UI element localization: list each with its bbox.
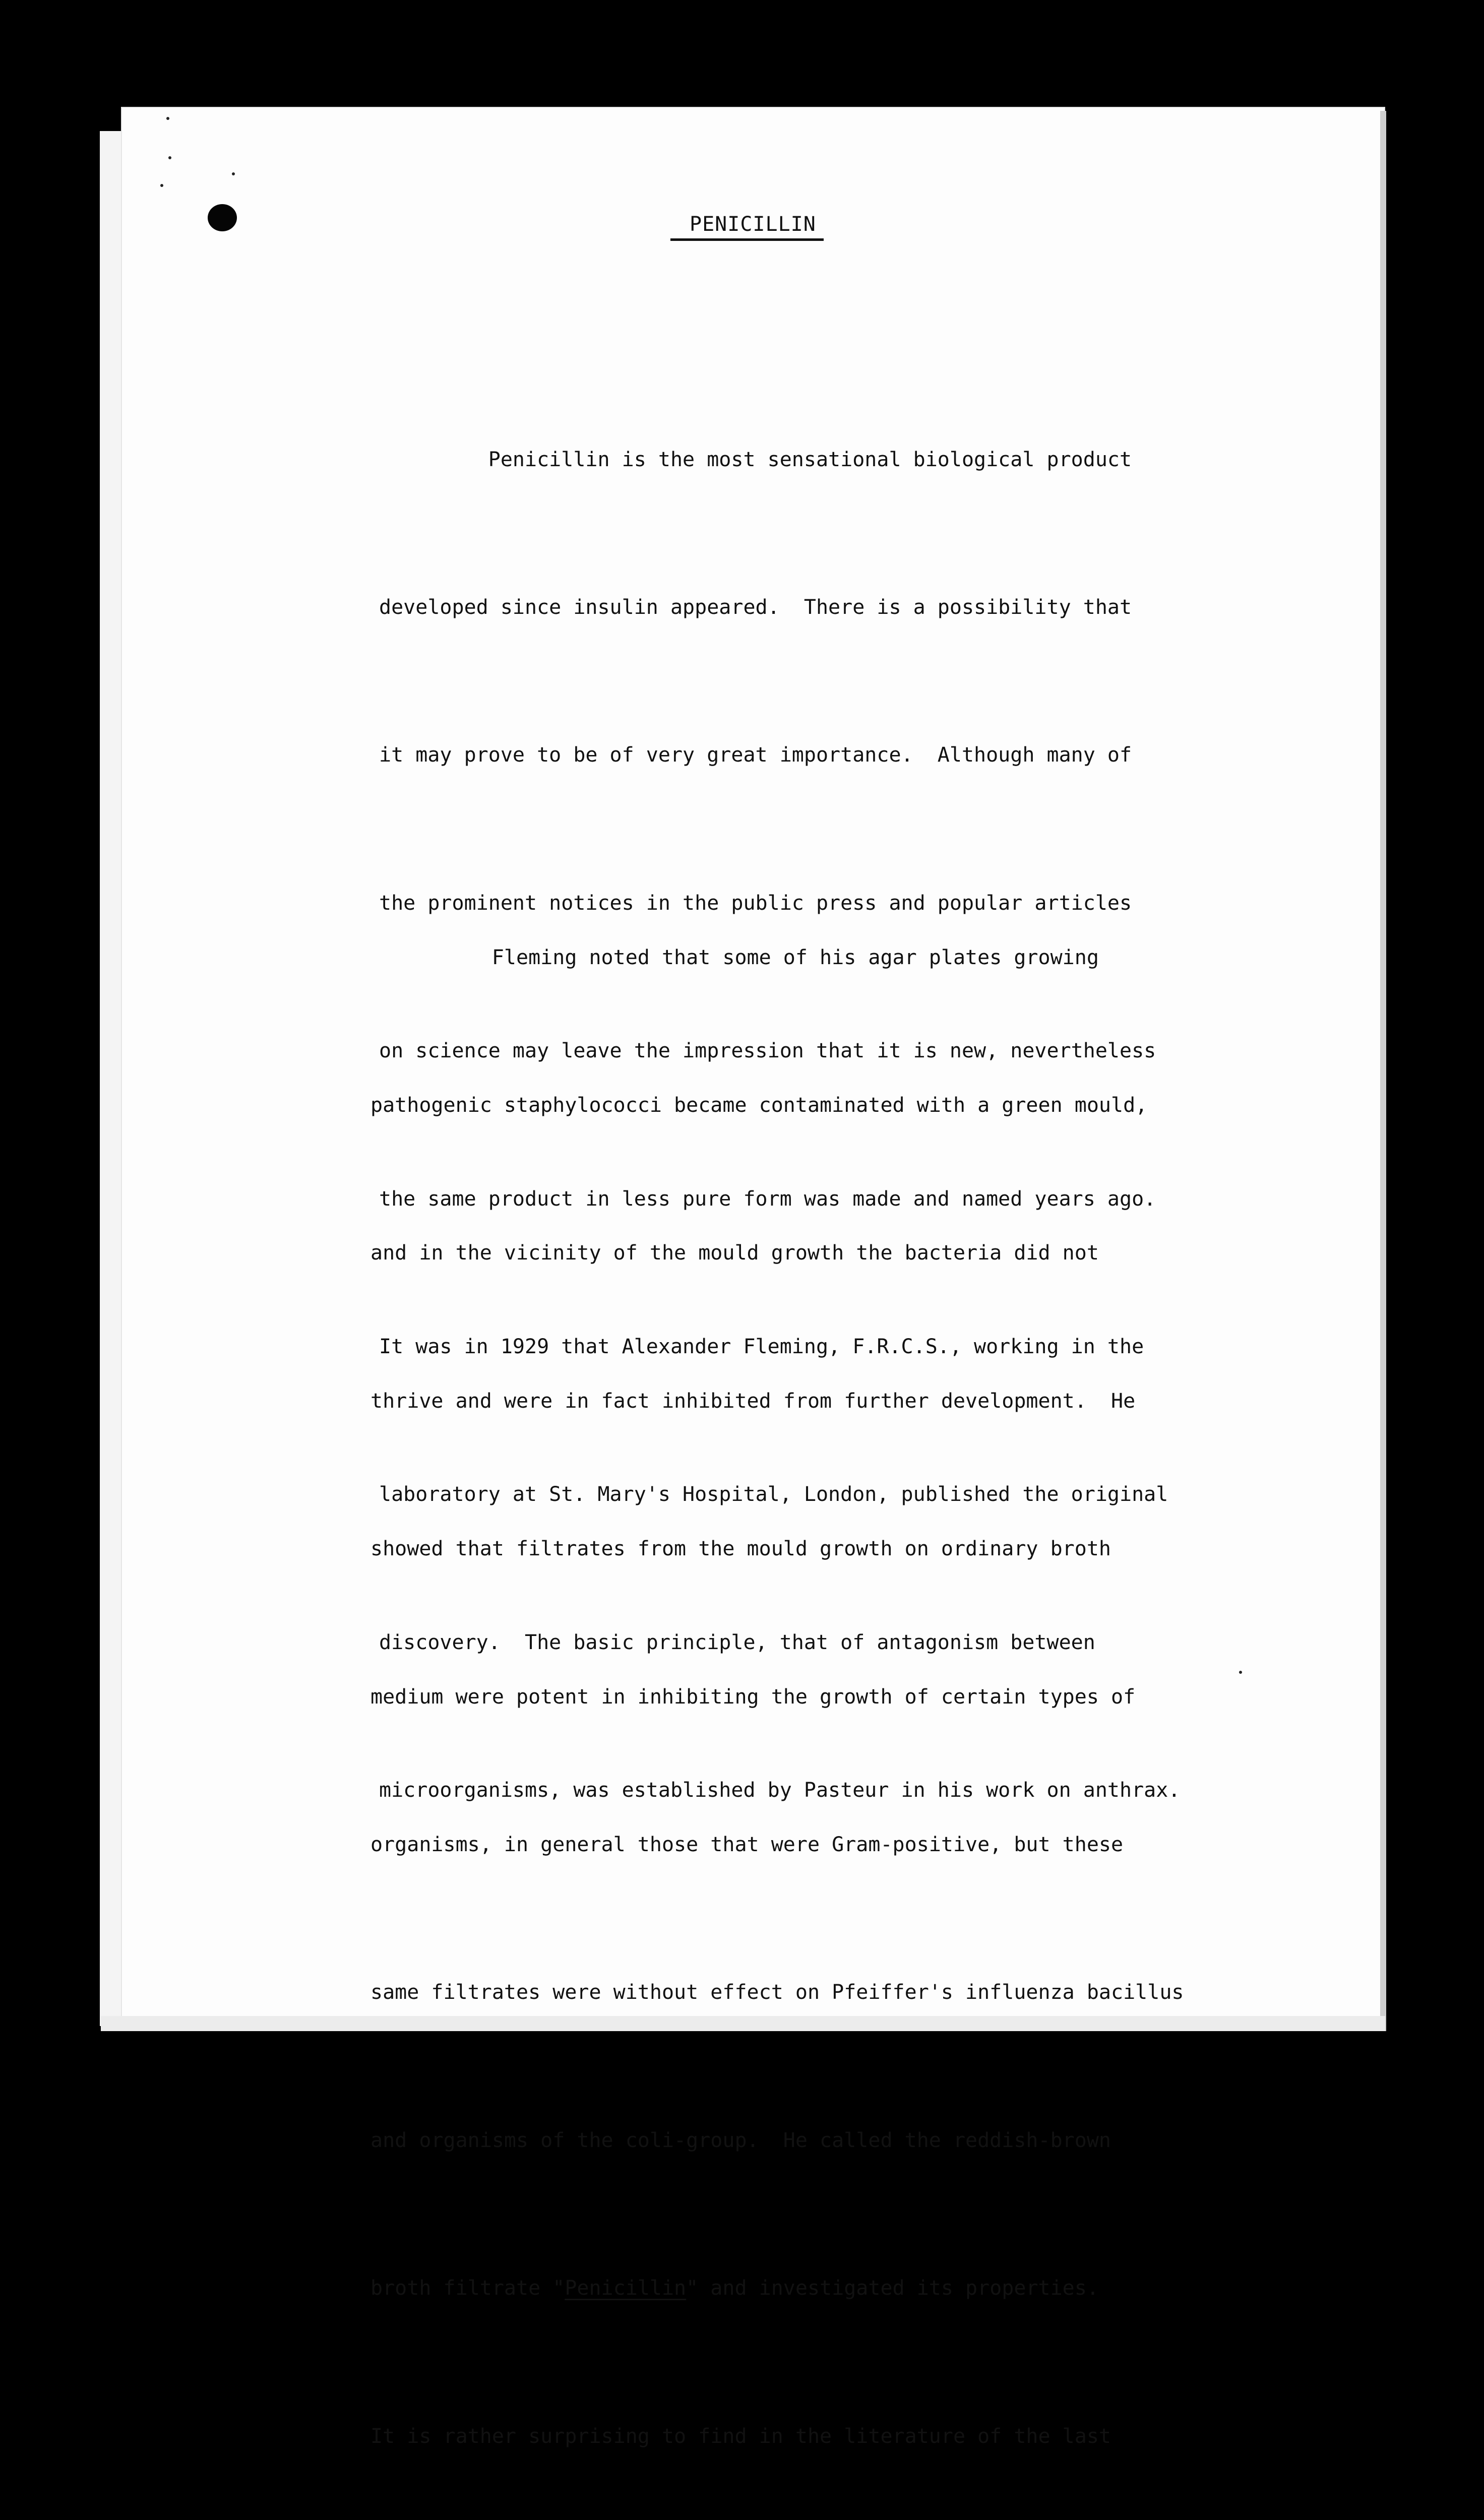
text-line: it may prove to be of very great importance. Although many of bbox=[379, 743, 1132, 767]
text-line: Penicillin is the most sensational biological product bbox=[379, 448, 1132, 471]
line-text-after: " and investigated its properties. bbox=[686, 2277, 1099, 2300]
text-line: pathogenic staphylococci became contaminated with a green mould, bbox=[370, 1093, 1148, 1117]
speck bbox=[166, 117, 169, 120]
text-line: developed since insulin appeared. There is a possibility that bbox=[379, 595, 1132, 619]
text-line: microorganisms, was established by Pasteur in his work on anthrax. bbox=[379, 1779, 1181, 1802]
text-line: the prominent notices in the public press and popular articles bbox=[379, 891, 1132, 915]
paragraph-2 bbox=[370, 835, 1184, 2520]
text-line: the same product in less pure form was made and named years ago. bbox=[379, 1187, 1156, 1211]
speck bbox=[168, 156, 171, 159]
page-edge-left bbox=[100, 131, 122, 2026]
text-line-penicillin bbox=[370, 2264, 1184, 2313]
document-title: PENICILLIN bbox=[690, 213, 816, 236]
text-line: It was in 1929 that Alexander Fleming, F.R.C.S., working in the bbox=[379, 1335, 1144, 1358]
speck bbox=[232, 172, 235, 175]
penicillin-underlined-word: Penicillin bbox=[565, 2277, 687, 2300]
text-line: Fleming noted that some of his agar plates growing bbox=[370, 946, 1099, 969]
text-line: on science may leave the impression that it is new, nevertheless bbox=[379, 1039, 1156, 1063]
speck bbox=[1239, 1671, 1242, 1674]
text-line: It is rather surprising to find in the literature of the last bbox=[370, 2424, 1111, 2448]
text-line: discovery. The basic principle, that of antagonism between bbox=[379, 1630, 1095, 1654]
line-text-before: broth filtrate " bbox=[370, 2277, 565, 2300]
text-line: medium were potent in inhibiting the growth of certain types of bbox=[370, 1685, 1136, 1709]
text-line: same filtrates were without effect on Pfeiffer's influenza bacillus bbox=[370, 1981, 1184, 2004]
text-line: laboratory at St. Mary's Hospital, London, published the original bbox=[379, 1483, 1168, 1506]
text-line: organisms, in general those that were Gram-positive, but these bbox=[370, 1833, 1124, 1856]
title-underline bbox=[670, 238, 824, 241]
text-line: and in the vicinity of the mould growth the bacteria did not bbox=[370, 1241, 1099, 1265]
text-line: thrive and were in fact inhibited from further development. He bbox=[370, 1389, 1136, 1413]
punch-hole bbox=[208, 204, 237, 231]
speck bbox=[160, 184, 163, 187]
text-line: showed that filtrates from the mould growth on ordinary broth bbox=[370, 1537, 1111, 1561]
page-edge-right bbox=[1380, 111, 1386, 2031]
text-line: and organisms of the coli-group. He called the reddish-brown bbox=[370, 2128, 1111, 2152]
